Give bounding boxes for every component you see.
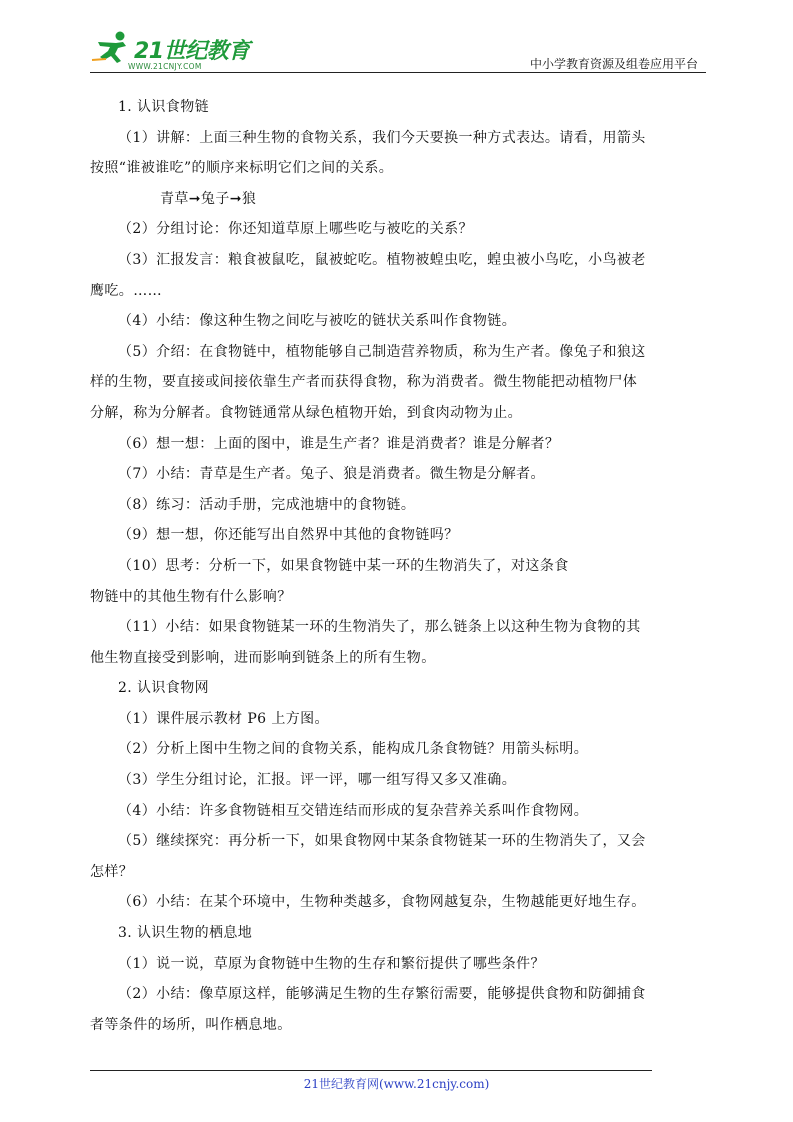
footer-link[interactable]: 21世纪教育网(www.21cnjy.com) (303, 1077, 490, 1091)
paragraph-line: （4）小结：像这种生物之间吃与被吃的链状关系叫作食物链。 (118, 313, 517, 330)
paragraph-line: （1）讲解：上面三种生物的食物关系，我们今天要换一种方式表达。请看，用箭头 (118, 129, 646, 146)
paragraph-line: （6）小结：在某个环境中，生物种类越多，食物网越复杂，生物越能更好地生存。 (118, 894, 646, 911)
paragraph-line: （2）分组讨论：你还知道草原上哪些吃与被吃的关系？ (118, 221, 473, 238)
paragraph-line: （3）学生分组讨论，汇报。评一评，哪一组写得又多又准确。 (118, 772, 517, 789)
paragraph-line: （2）小结：像草原这样，能够满足生物的生存繁衍需要，能够提供食物和防御捕食 (118, 986, 646, 1003)
paragraph-line: 3. 认识生物的栖息地 (118, 925, 253, 942)
paragraph-line: 青草➞兔子➞狼 (160, 190, 257, 207)
paragraph-line: 2. 认识食物网 (118, 680, 210, 697)
paragraph-line: 分解，称为分解者。食物链通常从绿色植物开始，到食肉动物为止。 (90, 404, 522, 421)
paragraph-line: （9）想一想，你还能写出自然界中其他的食物链吗？ (118, 527, 459, 544)
header-divider (90, 72, 706, 73)
paragraph-line: 按照“谁被谁吃”的顺序来标明它们之间的关系。 (90, 160, 394, 177)
logo-subtext: WWW.21CNJY.COM (128, 62, 202, 71)
paragraph-line: （6）想一想：上面的图中，谁是生产者？谁是消费者？谁是分解者？ (118, 435, 560, 452)
paragraph-line: （10）思考：分析一下，如果食物链中某一环的生物消失了，对这条食 (118, 557, 569, 574)
paragraph-line: （1）说一说，草原为食物链中生物的生存和繁衍提供了哪些条件？ (118, 955, 545, 972)
page-header (90, 28, 702, 74)
paragraph-line: 者等条件的场所，叫作栖息地。 (90, 1016, 292, 1033)
header-platform-title: 中小学教育资源及组卷应用平台 (529, 57, 698, 71)
logo (90, 28, 260, 74)
paragraph-line: （4）小结：许多食物链相互交错连结而形成的复杂营养关系叫作食物网。 (118, 802, 589, 819)
paragraph-line: 怎样？ (90, 863, 134, 880)
document-body (90, 92, 702, 1040)
paragraph-line: （8）练习：活动手册，完成池塘中的食物链。 (118, 496, 416, 513)
running-figure-icon (90, 30, 136, 66)
footer-divider (90, 1070, 652, 1071)
paragraph-line: （5）介绍：在食物链中，植物能够自己制造营养物质，称为生产者。像兔子和狼这 (118, 343, 646, 360)
paragraph-line: （7）小结：青草是生产者。兔子、狼是消费者。微生物是分解者。 (118, 466, 545, 483)
paragraph-line: （5）继续探究：再分析一下，如果食物网中某条食物链某一环的生物消失了，又会 (118, 833, 646, 850)
paragraph-line: 1. 认识食物链 (118, 99, 210, 115)
paragraph-line: （1）课件展示教材 P6 上方图。 (118, 710, 329, 727)
paragraph-line: 他生物直接受到影响，进而影响到链条上的所有生物。 (90, 649, 436, 666)
logo-text: 21世纪教育 (134, 39, 250, 64)
paragraph-line: 物链中的其他生物有什么影响？ (90, 588, 292, 605)
paragraph-line: （11）小结：如果食物链某一环的生物消失了，那么链条上以这种生物为食物的其 (118, 619, 641, 636)
paragraph-line: 样的生物，要直接或间接依靠生产者而获得食物，称为消费者。微生物能把动植物尸体 (90, 374, 638, 391)
paragraph-line: （3）汇报发言：粮食被鼠吃，鼠被蛇吃。植物被蝗虫吃，蝗虫被小鸟吃，小鸟被老 (118, 251, 646, 268)
paragraph-line: 鹰吃。…… (90, 282, 162, 299)
paragraph-line: （2）分析上图中生物之间的食物关系，能构成几条食物链？用箭头标明。 (118, 741, 589, 758)
